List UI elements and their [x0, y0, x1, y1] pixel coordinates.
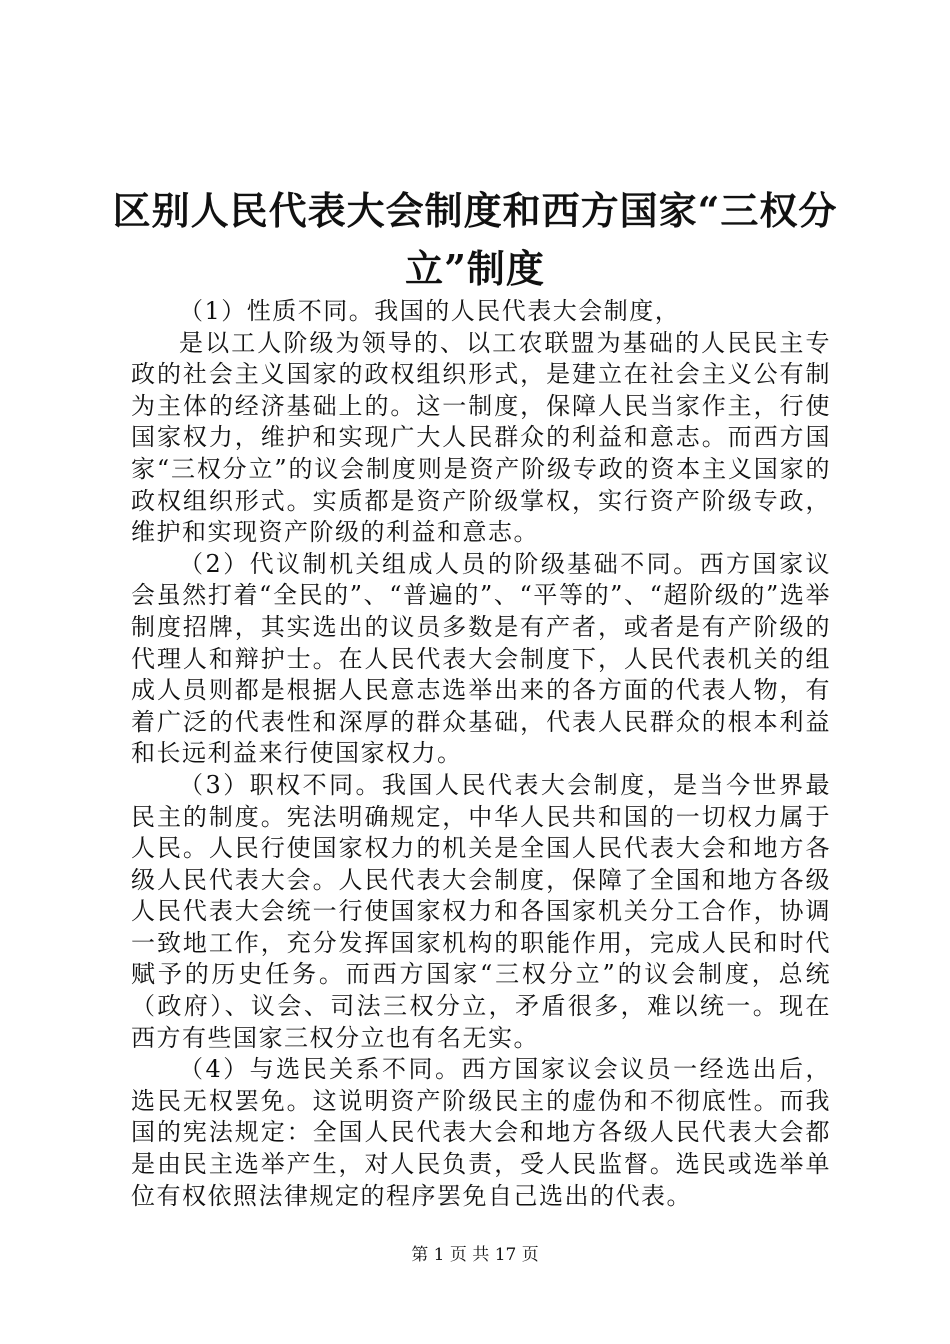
paragraph-5: （4）与选民关系不同。西方国家议会议员一经选出后，选民无权罢免。这说明资产阶级民主的虚伪和不彻底性。而我国的宪法规定：全国人民代表大会和地方各级人民代表大会都是由民主选举产生，对人民负责，受人民监督。选民或选举单位有权依照法律规定的程序罢免自己选出的代表。 — [131, 1055, 831, 1210]
paragraph-3: （2）代议制机关组成人员的阶级基础不同。西方国家议会虽然打着“全民的”、“普遍的”、“平等的”、“超阶级的”选举制度招牌，其实选出的议员多数是有产者，或者是有产阶级的代理人和辩护士。在人民代表大会制度下，人民代表机关的组成人员则都是根据人民意志选举出来的各方面的代表人物，有着广泛的代表性和深厚的群众基础，代表人民群众的根本利益和长远利益来行使国家权力。 — [131, 549, 831, 768]
title-line-1: 区别人民代表大会制度和西方国家“三权分 — [112, 188, 838, 233]
paragraph-1: （1）性质不同。我国的人民代表大会制度， — [179, 297, 681, 325]
document-body — [131, 296, 831, 1212]
page-footer — [0, 1243, 950, 1267]
paragraph-4: （3）职权不同。我国人民代表大会制度，是当今世界最民主的制度。宪法明确规定，中华人民共和国的一切权力属于人民。人民行使国家权力的机关是全国人民代表大会和地方各级人民代表大会。人民代表大会制度，保障了全国和地方各级人民代表大会统一行使国家权力和各国家机关分工合作，协调一致地工作，充分发挥国家机构的职能作用，完成人民和时代赋予的历史任务。而西方国家“三权分立”的议会制度，总统（政府）、议会、司法三权分立，矛盾很多，难以统一。现在西方有些国家三权分立也有名无实。 — [131, 770, 831, 1052]
document-title — [100, 182, 850, 298]
title-line-2: 立”制度 — [405, 246, 545, 291]
paragraph-2: 是以工人阶级为领导的、以工农联盟为基础的人民民主专政的社会主义国家的政权组织形式，是建立在社会主义公有制为主体的经济基础上的。这一制度，保障人民当家作主，行使国家权力，维护和实现广大人民群众的利益和意志。而西方国家“三权分立”的议会制度则是资产阶级专政的资本主义国家的政权组织形式。实质都是资产阶级掌权，实行资产阶级专政，维护和实现资产阶级的利益和意志。 — [131, 328, 831, 547]
page-indicator: 第 1 页 共 17 页 — [411, 1245, 539, 1265]
